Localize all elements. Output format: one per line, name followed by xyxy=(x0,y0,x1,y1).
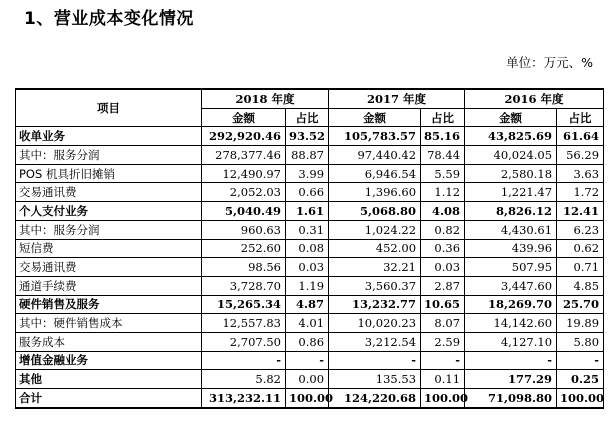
ratio-cell: 0.86 xyxy=(286,332,329,351)
table-row xyxy=(16,370,604,389)
amount-cell: 5.82 xyxy=(202,370,286,389)
amount-cell: 10,020.23 xyxy=(329,314,421,333)
ratio-cell: 4.01 xyxy=(286,314,329,333)
table-body xyxy=(16,127,604,408)
amount-cell: 960.63 xyxy=(202,220,286,239)
ratio-cell: 100.00 xyxy=(557,389,604,408)
ratio-cell: 0.25 xyxy=(557,370,604,389)
amount-cell: 98.56 xyxy=(202,258,286,277)
ratio-cell: 0.36 xyxy=(421,239,465,258)
ratio-cell: 12.41 xyxy=(557,202,604,221)
ratio-cell: 0.31 xyxy=(286,220,329,239)
amount-cell: 3,212.54 xyxy=(329,332,421,351)
amount-cell: 3,447.60 xyxy=(465,276,557,295)
table-row xyxy=(16,127,604,146)
row-label: 其中：服务分润 xyxy=(16,146,202,165)
amount-cell: 1,024.22 xyxy=(329,220,421,239)
row-label: 增值金融业务 xyxy=(16,351,202,370)
table-row xyxy=(16,220,604,239)
ratio-cell: 6.23 xyxy=(557,220,604,239)
amount-cell: 1,221.47 xyxy=(465,183,557,202)
amount-cell: 2,580.18 xyxy=(465,164,557,183)
amount-cell: 439.96 xyxy=(465,239,557,258)
ratio-cell: 0.66 xyxy=(286,183,329,202)
row-label: 其中：服务分润 xyxy=(16,220,202,239)
amount-cell: 313,232.11 xyxy=(202,389,286,408)
ratio-cell: 56.29 xyxy=(557,146,604,165)
ratio-cell: 100.00 xyxy=(421,389,465,408)
amount-cell: 252.60 xyxy=(202,239,286,258)
amount-cell: 2,707.50 xyxy=(202,332,286,351)
ratio-cell: 0.00 xyxy=(286,370,329,389)
amount-cell: - xyxy=(465,351,557,370)
row-label: 短信费 xyxy=(16,239,202,258)
ratio-cell: - xyxy=(557,351,604,370)
ratio-cell: 1.19 xyxy=(286,276,329,295)
table-row xyxy=(16,202,604,221)
row-label: 通道手续费 xyxy=(16,276,202,295)
amount-cell: 97,440.42 xyxy=(329,146,421,165)
ratio-cell: 0.03 xyxy=(286,258,329,277)
table-row xyxy=(16,295,604,314)
ratio-cell: 25.70 xyxy=(557,295,604,314)
year-header-2017: 2017 年度 xyxy=(329,89,465,108)
ratio-cell: - xyxy=(421,351,465,370)
cost-table xyxy=(15,88,604,409)
ratio-cell: 0.82 xyxy=(421,220,465,239)
amount-cell: 3,728.70 xyxy=(202,276,286,295)
amount-cell: - xyxy=(202,351,286,370)
table-row xyxy=(16,239,604,258)
amount-cell: 12,557.83 xyxy=(202,314,286,333)
ratio-cell: 61.64 xyxy=(557,127,604,146)
amount-cell: 452.00 xyxy=(329,239,421,258)
year-header-2018: 2018 年度 xyxy=(202,89,329,108)
row-label: 其中：硬件销售成本 xyxy=(16,314,202,333)
item-header: 项目 xyxy=(16,89,202,127)
ratio-cell: 78.44 xyxy=(421,146,465,165)
row-label: 硬件销售及服务 xyxy=(16,295,202,314)
ratio-cell: 4.87 xyxy=(286,295,329,314)
row-label: 个人支付业务 xyxy=(16,202,202,221)
row-label: 交易通讯费 xyxy=(16,183,202,202)
amount-cell: 6,946.54 xyxy=(329,164,421,183)
table-row xyxy=(16,351,604,370)
amount-cell: 177.29 xyxy=(465,370,557,389)
amount-cell: 40,024.05 xyxy=(465,146,557,165)
row-label: 收单业务 xyxy=(16,127,202,146)
ratio-cell: 88.87 xyxy=(286,146,329,165)
amount-header: 金额 xyxy=(465,108,557,127)
amount-cell: 5,040.49 xyxy=(202,202,286,221)
row-label: 其他 xyxy=(16,370,202,389)
amount-cell: 12,490.97 xyxy=(202,164,286,183)
row-label: 合计 xyxy=(16,389,202,408)
ratio-cell: 5.80 xyxy=(557,332,604,351)
ratio-cell: 1.61 xyxy=(286,202,329,221)
ratio-cell: - xyxy=(286,351,329,370)
table-row xyxy=(16,146,604,165)
ratio-cell: 2.87 xyxy=(421,276,465,295)
ratio-cell: 5.59 xyxy=(421,164,465,183)
ratio-cell: 1.72 xyxy=(557,183,604,202)
amount-cell: 1,396.60 xyxy=(329,183,421,202)
row-label: 服务成本 xyxy=(16,332,202,351)
table-row xyxy=(16,389,604,408)
ratio-cell: 0.11 xyxy=(421,370,465,389)
ratio-cell: 93.52 xyxy=(286,127,329,146)
amount-cell: 3,560.37 xyxy=(329,276,421,295)
amount-header: 金额 xyxy=(202,108,286,127)
amount-cell: 135.53 xyxy=(329,370,421,389)
amount-cell: 278,377.46 xyxy=(202,146,286,165)
amount-cell: 105,783.57 xyxy=(329,127,421,146)
ratio-header: 占比 xyxy=(421,108,465,127)
amount-cell: 124,220.68 xyxy=(329,389,421,408)
amount-cell: 507.95 xyxy=(465,258,557,277)
amount-cell: 4,430.61 xyxy=(465,220,557,239)
ratio-cell: 100.00 xyxy=(286,389,329,408)
amount-cell: 8,826.12 xyxy=(465,202,557,221)
ratio-header: 占比 xyxy=(286,108,329,127)
amount-cell: 18,269.70 xyxy=(465,295,557,314)
amount-cell: 5,068.80 xyxy=(329,202,421,221)
ratio-cell: 3.99 xyxy=(286,164,329,183)
year-header-2016: 2016 年度 xyxy=(465,89,604,108)
amount-cell: 15,265.34 xyxy=(202,295,286,314)
ratio-cell: 19.89 xyxy=(557,314,604,333)
ratio-cell: 0.62 xyxy=(557,239,604,258)
amount-cell: 32.21 xyxy=(329,258,421,277)
ratio-cell: 1.12 xyxy=(421,183,465,202)
ratio-cell: 85.16 xyxy=(421,127,465,146)
ratio-cell: 0.71 xyxy=(557,258,604,277)
row-label: POS 机具折旧摊销 xyxy=(16,164,202,183)
section-heading: 1、营业成本变化情况 xyxy=(24,9,194,29)
table-row xyxy=(16,164,604,183)
amount-cell: 292,920.46 xyxy=(202,127,286,146)
ratio-cell: 2.59 xyxy=(421,332,465,351)
amount-cell: 2,052.03 xyxy=(202,183,286,202)
ratio-cell: 0.08 xyxy=(286,239,329,258)
amount-cell: 14,142.60 xyxy=(465,314,557,333)
table-row xyxy=(16,314,604,333)
ratio-cell: 10.65 xyxy=(421,295,465,314)
table-row xyxy=(16,332,604,351)
ratio-cell: 4.08 xyxy=(421,202,465,221)
table-row xyxy=(16,183,604,202)
amount-cell: 71,098.80 xyxy=(465,389,557,408)
ratio-cell: 3.63 xyxy=(557,164,604,183)
table-row xyxy=(16,276,604,295)
amount-cell: - xyxy=(329,351,421,370)
row-label: 交易通讯费 xyxy=(16,258,202,277)
ratio-cell: 4.85 xyxy=(557,276,604,295)
ratio-cell: 8.07 xyxy=(421,314,465,333)
amount-header: 金额 xyxy=(329,108,421,127)
ratio-header: 占比 xyxy=(557,108,604,127)
amount-cell: 43,825.69 xyxy=(465,127,557,146)
ratio-cell: 0.03 xyxy=(421,258,465,277)
unit-label: 单位：万元、% xyxy=(506,55,593,70)
amount-cell: 4,127.10 xyxy=(465,332,557,351)
table-row xyxy=(16,258,604,277)
amount-cell: 13,232.77 xyxy=(329,295,421,314)
